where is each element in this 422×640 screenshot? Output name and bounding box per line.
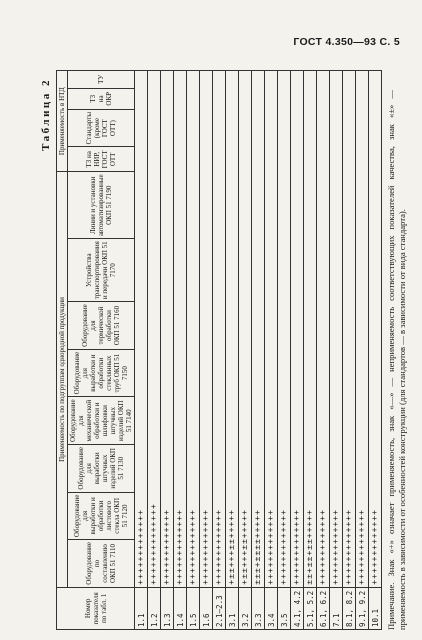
row-signs: ±±+±±+±±+++++ (304, 71, 317, 588)
row-signs: +++++++++++++ (369, 71, 382, 588)
table-title: Таблица 2 (40, 78, 52, 151)
table-row (317, 71, 330, 630)
column-header: Оборудование для механической обработки и шлифовки штучных изделий ОКП 51 7140 (68, 397, 135, 445)
table-row (161, 71, 174, 630)
group-header-products: Применяемость по подгруппам однородной продукции (57, 172, 68, 587)
row-number: 2.1—2.3 (213, 587, 226, 629)
table-row (174, 71, 187, 630)
applicability-table (56, 70, 382, 630)
column-header: ТЗ на ОКР (68, 88, 135, 109)
first-col-header: Номер показателя по табл. 1 (57, 587, 135, 629)
row-number: 7.1 (330, 587, 343, 629)
row-number: 1.4 (174, 587, 187, 629)
column-header: ТУ (68, 71, 135, 89)
table-note: Примечание. Знак «+» означает применяемость, знак «—» — неприменяемость соответствующих показателей качества, знак «±» — применяемость в зависимости от особенностей конструкции (для стандартов — в зависимости от вида стандарта). (386, 90, 407, 630)
row-signs: +++++++++++++ (317, 71, 330, 588)
table-row (135, 71, 148, 630)
row-number: 8.1, 8.2 (343, 587, 356, 629)
column-header: Оборудование для выработки штучных изделий ОКП 51 7130 (68, 445, 135, 493)
table-row (291, 71, 304, 630)
row-signs: +++++++++++++ (291, 71, 304, 588)
row-number: 9.1, 9.2 (356, 587, 369, 629)
column-header: Оборудование для выработки и обработки листового стекла ОКП 51 7120 (68, 492, 135, 540)
table-row (356, 71, 369, 630)
table-row (226, 71, 239, 630)
row-number: 1.6 (200, 587, 213, 629)
table-row (213, 71, 226, 630)
table-row (343, 71, 356, 630)
row-signs: +±±+++±±+++++ (239, 71, 252, 588)
row-number: 1.1 (135, 587, 148, 629)
column-header: Оборудование для выработки и обработки стеклянных труб ОКП 51 7150 (68, 349, 135, 397)
row-number: 1.3 (161, 587, 174, 629)
row-number: 1.2 (148, 587, 161, 629)
row-signs: +++++++++++++ (174, 71, 187, 588)
table-row (252, 71, 265, 630)
row-signs: +±±+++±±+++++ (226, 71, 239, 588)
column-header: Оборудование по составлению ОКП 51 7110 (68, 540, 135, 588)
row-signs: +++++++++++++ (265, 71, 278, 588)
row-number: 6.1, 6.2 (317, 587, 330, 629)
row-number: 3.4 (265, 587, 278, 629)
row-number: 5.1, 5.2 (304, 587, 317, 629)
table-row (369, 71, 382, 630)
row-signs: +++++++++++++ (343, 71, 356, 588)
column-header: Оборудование для термической обработки ОКП 51 7160 (68, 302, 135, 350)
row-signs: +++++++++++++ (161, 71, 174, 588)
row-number: 3.1 (226, 587, 239, 629)
row-number: 1.5 (187, 587, 200, 629)
column-header: Устройства транспортирования и передачи ОКП 51 7170 (68, 239, 135, 302)
table-row (278, 71, 291, 630)
row-signs: ±±±+±±±±+++++ (252, 71, 265, 588)
table-row (148, 71, 161, 630)
group-header-ntd: Применяемость в НТД (57, 71, 68, 172)
row-signs: +++++++++++++ (135, 71, 148, 588)
table-row (265, 71, 278, 630)
row-signs: +++++++++++++ (278, 71, 291, 588)
table-body (135, 71, 382, 630)
column-header: Линии и установки автоматизированные ОКП 51 7190 (68, 172, 135, 239)
row-signs: ++++++++++++++ (148, 71, 161, 588)
row-number: 3.5 (278, 587, 291, 629)
table-row (239, 71, 252, 630)
column-header: Стандарты (кроме ГОСТ ОТТ) (68, 109, 135, 146)
table-row (200, 71, 213, 630)
row-signs: +++++++++++++ (213, 71, 226, 588)
row-number: 3.2 (239, 587, 252, 629)
row-signs: +++++++++++++ (187, 71, 200, 588)
table-row (187, 71, 200, 630)
row-number: 4.1, 4.2 (291, 587, 304, 629)
column-header-row (68, 71, 135, 630)
rotated-table-block (40, 70, 410, 630)
row-number: 3.3 (252, 587, 265, 629)
row-signs: +++++++++++++ (356, 71, 369, 588)
page-header: ГОСТ 4.350—93 С. 5 (293, 36, 400, 48)
column-header: ТЗ на НИР, ГОСТ ОТТ (68, 147, 135, 172)
table-row (304, 71, 317, 630)
row-signs: +++++++++++++ (330, 71, 343, 588)
row-number: 10.1 (369, 587, 382, 629)
row-signs: +++++++++++++ (200, 71, 213, 588)
table-row (330, 71, 343, 630)
